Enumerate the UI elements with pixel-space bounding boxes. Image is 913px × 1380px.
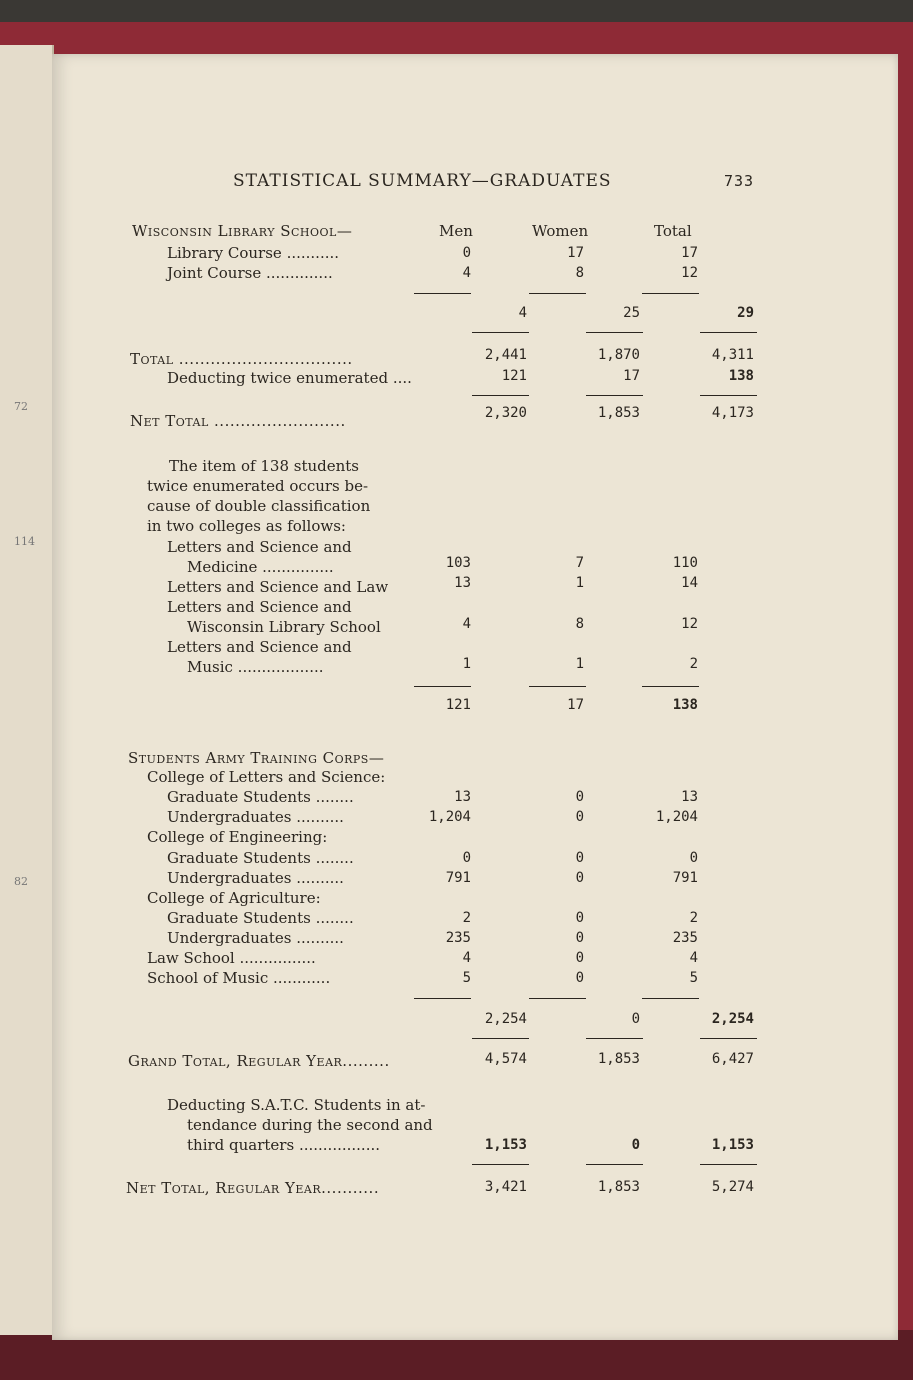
cell-total: 2,254 [711,1011,754,1027]
note-line: cause of double classification [147,497,371,515]
rule [414,998,471,999]
cell-women: 25 [623,305,640,321]
rule [700,395,757,396]
cell-total: 4,173 [711,405,754,421]
rule [414,686,471,687]
college-heading: College of Agriculture: [147,889,321,907]
cell-women: 1,853 [597,405,640,421]
row-label: Undergraduates .......... [167,808,344,826]
cell-women: 17 [567,697,584,713]
section-heading: Wisconsin Library School— [132,222,353,240]
rule [642,686,699,687]
deduct-label: Deducting twice enumerated .... [167,369,412,387]
rule [472,1164,529,1165]
cell-men: 2,254 [484,1011,527,1027]
cell-total: 14 [681,575,698,591]
rule [472,395,529,396]
cell-women: 17 [567,245,584,261]
rule [586,1164,643,1165]
cell-total: 5 [689,970,698,986]
cell-women: 1,853 [597,1179,640,1195]
cell-women: 0 [575,850,584,866]
note-item-line: Medicine ............... [187,558,334,576]
college-heading: College of Letters and Science: [147,768,386,786]
cell-women: 0 [575,870,584,886]
cell-women: 1 [575,575,584,591]
cell-men: 4 [462,265,471,281]
cell-total: 791 [672,870,698,886]
rule [472,1038,529,1039]
rule [700,1038,757,1039]
cell-men: 13 [454,789,471,805]
note-item-line: Letters and Science and [167,598,352,616]
rule [529,293,586,294]
cell-total: 235 [672,930,698,946]
note-item-line: Letters and Science and [167,538,352,556]
note-item-line: Letters and Science and [167,638,352,656]
row-label: School of Music ............ [147,969,331,987]
cell-total: 12 [681,616,698,632]
cell-women: 1,870 [597,347,640,363]
cell-men: 2 [462,910,471,926]
rule [586,1038,643,1039]
row-label: Law School ................ [147,949,316,967]
cell-women: 0 [575,910,584,926]
cell-men: 4 [462,950,471,966]
cell-women: 0 [575,950,584,966]
rule [529,686,586,687]
cell-total: 12 [681,265,698,281]
rule [642,998,699,999]
page-number: 733 [724,172,755,190]
note-item-line: Wisconsin Library School [187,618,381,636]
note-line: The item of 138 students [169,457,360,475]
college-heading: College of Engineering: [147,828,328,846]
cell-men: 2,441 [484,347,527,363]
cell-total: 4,311 [711,347,754,363]
cell-women: 0 [631,1137,640,1153]
document-page [52,54,898,1340]
net-total-label: Net Total ......................... [130,412,346,430]
row-label: Joint Course .............. [167,264,333,282]
cell-women: 0 [575,809,584,825]
cell-women: 0 [575,789,584,805]
cell-total: 110 [672,555,698,571]
total-label: Total ................................. [130,350,353,368]
column-header-women: Women [532,222,589,240]
cell-women: 0 [575,970,584,986]
edge-mark: 82 [14,875,28,888]
cell-men: 121 [501,368,527,384]
row-label: Library Course ........... [167,244,340,262]
row-label: Graduate Students ........ [167,909,354,927]
note-line: twice enumerated occurs be- [147,477,369,495]
section-heading: Students Army Training Corps— [128,749,385,767]
cell-men: 4 [462,616,471,632]
cell-men: 3,421 [484,1179,527,1195]
note-line: in two colleges as follows: [147,517,346,535]
rule [700,1164,757,1165]
cell-men: 103 [445,555,471,571]
cell-men: 1 [462,656,471,672]
cell-men: 5 [462,970,471,986]
note-item-line: Music .................. [187,658,324,676]
cell-men: 0 [462,245,471,261]
cell-total: 6,427 [711,1051,754,1067]
net-total-regular-label: Net Total, Regular Year........... [126,1179,380,1197]
cell-men: 235 [445,930,471,946]
cell-total: 13 [681,789,698,805]
cell-total: 0 [689,850,698,866]
row-label: Graduate Students ........ [167,788,354,806]
row-label: Undergraduates .......... [167,869,344,887]
cell-men: 1,153 [484,1137,527,1153]
cell-total: 17 [681,245,698,261]
rule [472,332,529,333]
cell-women: 7 [575,555,584,571]
rule [642,293,699,294]
column-header-men: Men [439,222,473,240]
cell-women: 8 [575,265,584,281]
page-title: STATISTICAL SUMMARY—GRADUATES [233,171,612,191]
cell-men: 4,574 [484,1051,527,1067]
cell-total: 2 [689,656,698,672]
cell-total: 138 [728,368,754,384]
cell-men: 791 [445,870,471,886]
deduct-line: third quarters ................. [187,1136,381,1154]
cell-total: 1,153 [711,1137,754,1153]
edge-mark: 114 [14,535,35,548]
edge-mark: 72 [14,400,28,413]
rule [700,332,757,333]
cell-total: 29 [737,305,754,321]
cell-women: 17 [623,368,640,384]
cell-women: 0 [575,930,584,946]
rule [586,332,643,333]
column-header-total: Total [654,222,692,240]
cell-total: 1,204 [655,809,698,825]
cell-total: 138 [672,697,698,713]
cell-total: 2 [689,910,698,926]
previous-page-edge [0,45,54,1335]
cell-women: 1,853 [597,1051,640,1067]
row-label: Undergraduates .......... [167,929,344,947]
cell-men: 2,320 [484,405,527,421]
cell-men: 0 [462,850,471,866]
row-label: Graduate Students ........ [167,849,354,867]
deduct-line: Deducting S.A.T.C. Students in at- [167,1096,426,1114]
cell-men: 1,204 [428,809,471,825]
cell-men: 4 [518,305,527,321]
deduct-line: tendance during the second and [187,1116,433,1134]
cell-men: 13 [454,575,471,591]
rule [586,395,643,396]
cell-total: 4 [689,950,698,966]
cell-men: 121 [445,697,471,713]
rule [529,998,586,999]
rule [414,293,471,294]
cell-women: 1 [575,656,584,672]
grand-total-label: Grand Total, Regular Year......... [128,1052,390,1070]
cell-women: 8 [575,616,584,632]
cell-total: 5,274 [711,1179,754,1195]
cell-women: 0 [631,1011,640,1027]
note-item-line: Letters and Science and Law [167,578,389,596]
